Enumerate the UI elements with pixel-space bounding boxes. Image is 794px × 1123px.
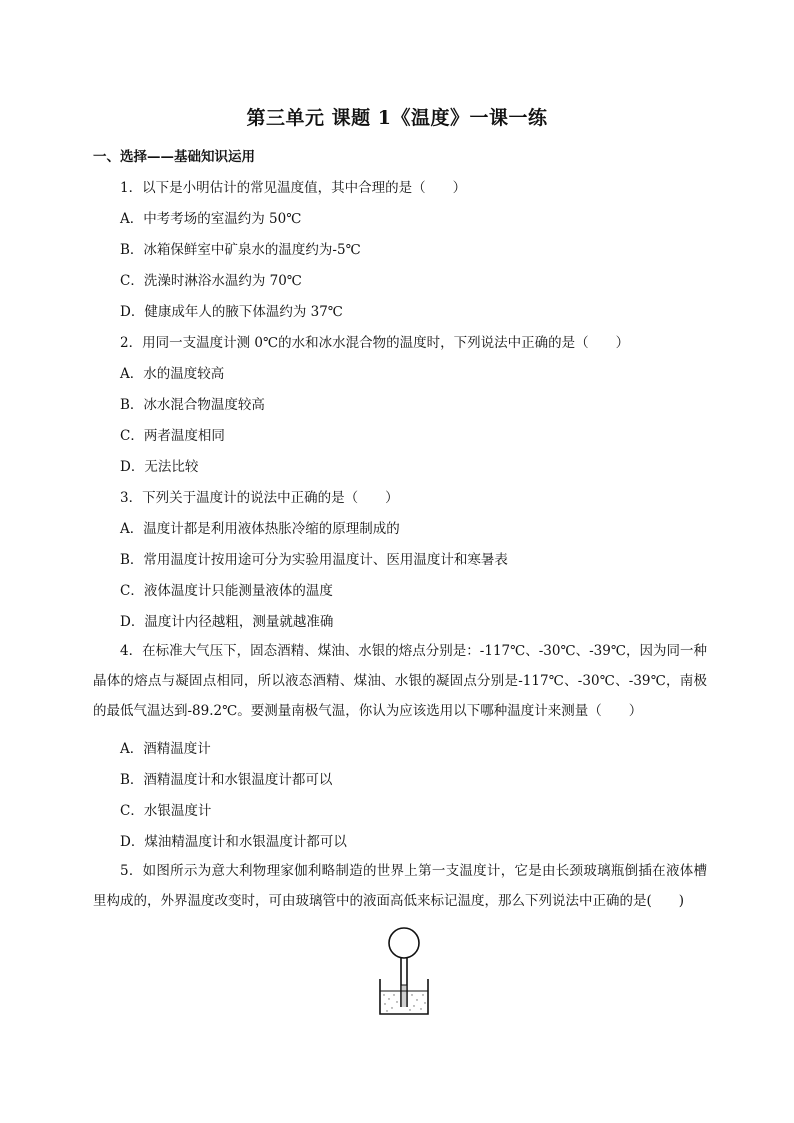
- question-2-option-a: A．水的温度较高: [120, 366, 225, 382]
- question-4-option-b: B．酒精温度计和水银温度计都可以: [120, 772, 333, 788]
- question-5-stem: [93, 856, 707, 916]
- question-4-option-a: A．酒精温度计: [120, 741, 211, 757]
- question-2-option-c: C．两者温度相同: [120, 428, 225, 444]
- question-3-stem: 3．下列关于温度计的说法中正确的是（ ）: [120, 490, 399, 506]
- question-3-option-b: B．常用温度计按用途可分为实验用温度计、医用温度计和寒暑表: [120, 552, 508, 568]
- liquid-column: [402, 985, 406, 1007]
- question-1-option-b: B．冰箱保鲜室中矿泉水的温度约为-5℃: [120, 242, 361, 258]
- question-4-option-c: C．水银温度计: [120, 803, 212, 819]
- question-1-option-a: A．中考考场的室温约为 50℃: [120, 211, 302, 227]
- question-1-stem: 1．以下是小明估计的常见温度值，其中合理的是（ ）: [120, 180, 467, 196]
- glass-bulb: [389, 928, 419, 958]
- question-5-stem-text: 5．如图所示为意大利物理家伽利略制造的世界上第一支温度计，它是由长颈玻璃瓶倒插在液体槽里构成的，外界温度改变时，可由玻璃管中的液面高低来标记温度，那么下列说法中正确的是( ): [93, 863, 707, 909]
- section-title: 一、选择——基础知识运用: [93, 149, 255, 165]
- question-2-option-b: B．冰水混合物温度较高: [120, 397, 265, 413]
- question-1-option-d: D．健康成年人的腋下体温约为 37℃: [120, 304, 343, 320]
- question-3-option-d: D．温度计内径越粗，测量就越准确: [120, 614, 334, 630]
- question-2-stem: 2．用同一支温度计测 0℃的水和冰水混合物的温度时，下列说法中正确的是（ ）: [120, 335, 630, 351]
- galileo-thermometer-figure: [374, 925, 434, 1017]
- question-4-option-d: D．煤油精温度计和水银温度计都可以: [120, 834, 347, 850]
- question-3-option-c: C．液体温度计只能测量液体的温度: [120, 583, 333, 599]
- page-title: 第三单元 课题 1《温度》一课一练: [246, 107, 548, 129]
- question-4-stem: [93, 636, 707, 726]
- question-1-option-c: C．洗澡时淋浴水温约为 70℃: [120, 273, 302, 289]
- question-2-option-d: D．无法比较: [120, 459, 199, 475]
- question-4-stem-text: 4．在标准大气压下，固态酒精、煤油、水银的熔点分别是：-117℃、-30℃、-39℃，因为同一种晶体的熔点与凝固点相同，所以液态酒精、煤油、水银的凝固点分别是-117℃、-30℃、-39℃，南极的最低气温达到-89.2℃。要测量南极气温，你认为应该选用以下哪种温度计来测量（ ）: [93, 643, 707, 719]
- question-3-option-a: A．温度计都是利用液体热胀冷缩的原理制成的: [120, 521, 400, 537]
